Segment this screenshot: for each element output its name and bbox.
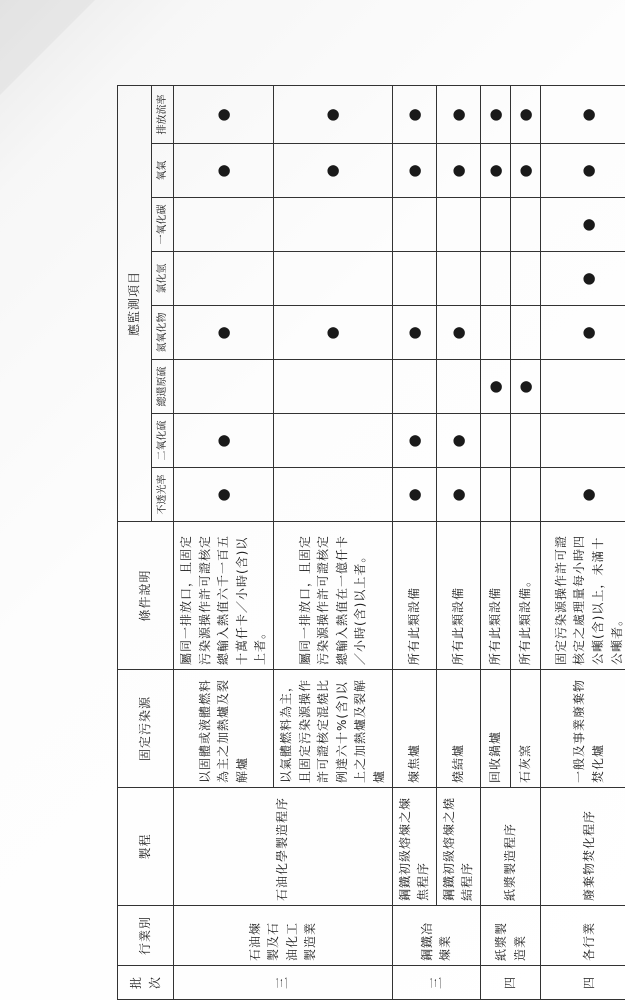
mark-dot: ● [541,144,625,198]
mark-cell [436,252,480,306]
source-cell: 回收鍋爐 [480,670,510,788]
mark-dot: ● [392,144,436,198]
process-cell: 廢棄物焚化程序 [541,788,625,906]
condition-cell: 固定污染源操作許可證核定之處理量每小時四公噸(含)以上，未滿十公噸者。 [541,522,625,670]
batch-header: 批次 [118,966,174,1000]
mark-dot: ● [273,144,392,198]
condition-cell: 所有此類設備 [480,522,510,670]
mark-dot: ● [273,306,392,360]
mark-dot: ● [511,85,541,143]
mark-dot: ● [480,85,510,143]
mark-dot: ● [436,468,480,522]
condition-cell: 屬同一排放口，且固定污染源操作許可證核定總輸入熱值六千一百五十萬仟卡／小時(含)以上者。 [174,522,274,670]
condition-cell: 所有此類設備 [436,522,480,670]
mark-cell [511,306,541,360]
mark-dot: ● [541,252,625,306]
mark-dot: ● [392,85,436,143]
condition-cell: 屬同一排放口，且固定污染源操作許可證核定總輸入熱值在一億仟卡／小時(含)以上者。 [273,522,392,670]
mark-cell [273,468,392,522]
table-row [174,85,274,999]
process-header: 製程 [118,788,174,906]
mark-cell [273,198,392,252]
mark-cell [511,252,541,306]
mark-dot: ● [436,144,480,198]
mark-cell [174,252,274,306]
table-row [541,85,625,999]
mark-dot: ● [174,306,274,360]
mark-dot: ● [174,144,274,198]
mark-cell [273,252,392,306]
industry-cell: 各行業 [541,906,625,966]
mark-cell [480,468,510,522]
page-curl [0,0,95,95]
source-cell: 一般及事業廢棄物焚化爐 [541,670,625,788]
mark-dot: ● [174,414,274,468]
batch-cell: 三 [174,966,393,1000]
mark-dot: ● [480,144,510,198]
item-header: 排放流率 [152,85,174,143]
item-header: 氧氣 [152,144,174,198]
source-cell: 煉焦爐 [392,670,436,788]
mark-cell [480,414,510,468]
item-header: 一氧化碳 [152,198,174,252]
mark-dot: ● [541,85,625,143]
mark-cell [392,360,436,414]
source-cell: 燒結爐 [436,670,480,788]
condition-header: 條件說明 [118,522,174,670]
mark-dot: ● [174,468,274,522]
mark-cell [480,198,510,252]
mark-dot: ● [511,360,541,414]
rotated-table-wrapper [117,90,624,1000]
batch-cell: 四 [480,966,541,1000]
monitoring-table [117,85,625,1000]
mark-dot: ● [174,85,274,143]
source-cell: 以固體或液體燃料為主之加熱爐及裂解爐 [174,670,274,788]
mark-cell [436,360,480,414]
mark-cell [273,414,392,468]
condition-cell: 所有此類設備 [392,522,436,670]
mark-cell [273,360,392,414]
mark-dot: ● [541,198,625,252]
mark-cell [511,198,541,252]
mark-cell [480,306,510,360]
mark-cell [174,360,274,414]
mark-dot: ● [541,306,625,360]
item-header: 不透光率 [152,468,174,522]
condition-cell: 所有此類設備。 [511,522,541,670]
mark-cell [392,252,436,306]
mark-cell [174,198,274,252]
mark-dot: ● [436,414,480,468]
industry-cell: 石油煉製及石油化工製造業 [174,906,393,966]
source-cell: 石灰窯 [511,670,541,788]
industry-cell: 鋼鐵冶煉業 [392,906,480,966]
industry-header: 行業別 [118,906,174,966]
mark-cell [392,198,436,252]
source-cell: 以氣體燃料為主，且固定污染源操作許可證核定混燒比例達六十%(含)以上之加熱爐及裂解爐 [273,670,392,788]
item-header: 總還原硫 [152,360,174,414]
item-header: 二氧化硫 [152,414,174,468]
item-header: 氮氧化物 [152,306,174,360]
mark-dot: ● [511,144,541,198]
mark-dot: ● [436,306,480,360]
mark-dot: ● [392,306,436,360]
mark-dot: ● [273,85,392,143]
batch-cell: 四 [541,966,625,1000]
industry-cell: 紙漿製造業 [480,906,541,966]
process-cell: 鋼鐵初級熔煉之煉焦程序 [392,788,436,906]
mark-dot: ● [480,360,510,414]
mark-cell [436,198,480,252]
process-cell: 鋼鐵初級熔煉之燒結程序 [436,788,480,906]
mark-cell [541,360,625,414]
mark-cell [541,414,625,468]
table-row [392,85,436,999]
mark-dot: ● [541,468,625,522]
mark-dot: ● [392,468,436,522]
source-header: 固定污染源 [118,670,174,788]
mark-cell [480,252,510,306]
monitor-header: 應監測項目 [118,85,152,521]
process-cell: 石油化學製造程序 [174,788,393,906]
table-row [436,85,480,999]
mark-dot: ● [392,414,436,468]
mark-cell [511,414,541,468]
mark-dot: ● [436,85,480,143]
process-cell: 紙漿製造程序 [480,788,541,906]
table-row [480,85,510,999]
batch-cell: 三 [392,966,480,1000]
item-header: 氯化氫 [152,252,174,306]
mark-cell [511,468,541,522]
